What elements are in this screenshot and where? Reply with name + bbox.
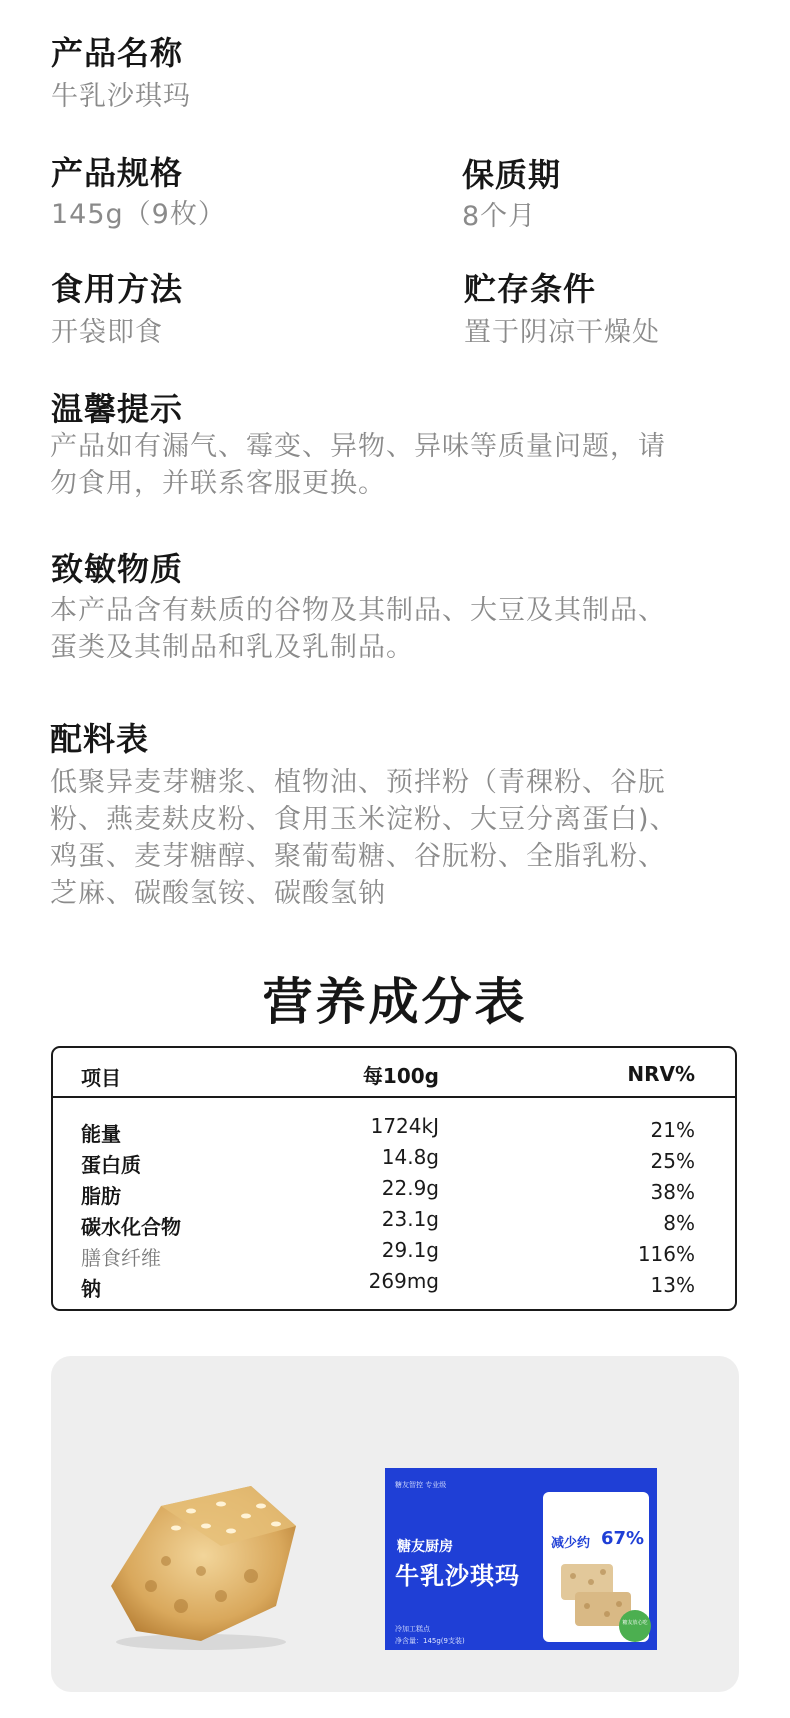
nutrient-name: 钠: [81, 1277, 101, 1301]
package-bottom-line-1: 冷加工糕点: [395, 1625, 430, 1633]
nutrient-per100g: 23.1g: [381, 1207, 439, 1231]
allergens-line-2: 蛋类及其制品和乳及乳制品。: [50, 632, 414, 663]
nutrition-title: 营养成分表: [262, 973, 528, 1031]
package-bottom-line-2: 净含量：145g(9支装): [395, 1637, 465, 1645]
nutrition-table: [51, 1046, 737, 1311]
tips-line-1: 产品如有漏气、霉变、异物、异味等质量问题，请: [50, 431, 666, 462]
package-panel-label: 减少约: [551, 1536, 591, 1551]
package-badge-text: 糖友放心吃: [622, 1620, 648, 1626]
nutrient-name: 碳水化合物: [81, 1215, 181, 1239]
table-row: [53, 1269, 735, 1300]
nutrient-nrv: 21%: [650, 1118, 695, 1142]
ingredients-line-2: 粉、燕麦麸皮粉、食用玉米淀粉、大豆分离蛋白)、: [50, 804, 678, 835]
table-row: [53, 1207, 735, 1238]
shaqima-piece-image: [91, 1466, 311, 1656]
table-row: [53, 1238, 735, 1269]
package-box: [385, 1468, 657, 1650]
nutrient-per100g: 29.1g: [381, 1238, 439, 1262]
ingredients-line-4: 芝麻、碳酸氢铵、碳酸氢钠: [50, 878, 386, 909]
nutrient-name: 膳食纤维: [81, 1246, 161, 1270]
table-row: [53, 1114, 735, 1145]
ingredients-line-1: 低聚异麦芽糖浆、植物油、预拌粉（青稞粉、谷朊: [50, 767, 666, 798]
nutrient-per100g: 1724kJ: [370, 1114, 439, 1138]
nutrition-header: [53, 1048, 735, 1098]
nutrient-nrv: 116%: [637, 1242, 695, 1266]
allergens-text: [50, 592, 750, 666]
nutrient-nrv: 13%: [650, 1273, 695, 1297]
tips-text: [50, 428, 750, 502]
package-badge: [619, 1610, 651, 1642]
nutrient-name: 能量: [81, 1122, 121, 1146]
shelf-life-label: 保质期: [462, 156, 562, 194]
allergens-label: 致敏物质: [51, 550, 184, 588]
product-spec-label: 产品规格: [51, 154, 184, 192]
package-product-name: 牛乳沙琪玛: [395, 1562, 520, 1590]
nutrient-per100g: 269mg: [368, 1269, 439, 1293]
tips-line-2: 勿食用，并联系客服更换。: [50, 468, 386, 499]
product-image-card: [51, 1356, 739, 1692]
product-name-value: 牛乳沙琪玛: [51, 81, 191, 112]
col-nrv-header: NRV%: [627, 1062, 695, 1086]
product-spec-value: 145g（9枚）: [51, 199, 226, 230]
table-row: [53, 1145, 735, 1176]
package-brand: 糖友厨房: [397, 1539, 453, 1555]
nutrient-per100g: 14.8g: [381, 1145, 439, 1169]
nutrient-nrv: 8%: [663, 1211, 695, 1235]
shelf-life-value: 8个月: [462, 201, 537, 232]
allergens-line-1: 本产品含有麸质的谷物及其制品、大豆及其制品、: [50, 595, 666, 626]
nutrient-name: 脂肪: [81, 1184, 121, 1208]
table-row: [53, 1176, 735, 1207]
nutrient-per100g: 22.9g: [381, 1176, 439, 1200]
ingredients-line-3: 鸡蛋、麦芽糖醇、聚葡萄糖、谷朊粉、全脂乳粉、: [50, 841, 666, 872]
col-per100g-header: 每100g: [362, 1064, 439, 1088]
usage-value: 开袋即食: [51, 317, 163, 348]
col-item-header: 项目: [81, 1066, 121, 1090]
storage-label: 贮存条件: [464, 270, 597, 308]
product-name-label: 产品名称: [51, 34, 184, 72]
usage-label: 食用方法: [51, 270, 184, 308]
nutrient-nrv: 38%: [650, 1180, 695, 1204]
ingredients-label: 配料表: [50, 720, 150, 758]
package-top-text: 糖友智控 专业级: [395, 1481, 447, 1489]
package-panel-percent: 67%: [601, 1528, 645, 1549]
nutrient-name: 蛋白质: [81, 1153, 141, 1177]
storage-value: 置于阴凉干燥处: [464, 317, 660, 348]
tips-label: 温馨提示: [51, 390, 184, 428]
nutrient-nrv: 25%: [650, 1149, 695, 1173]
ingredients-text: [50, 764, 750, 912]
